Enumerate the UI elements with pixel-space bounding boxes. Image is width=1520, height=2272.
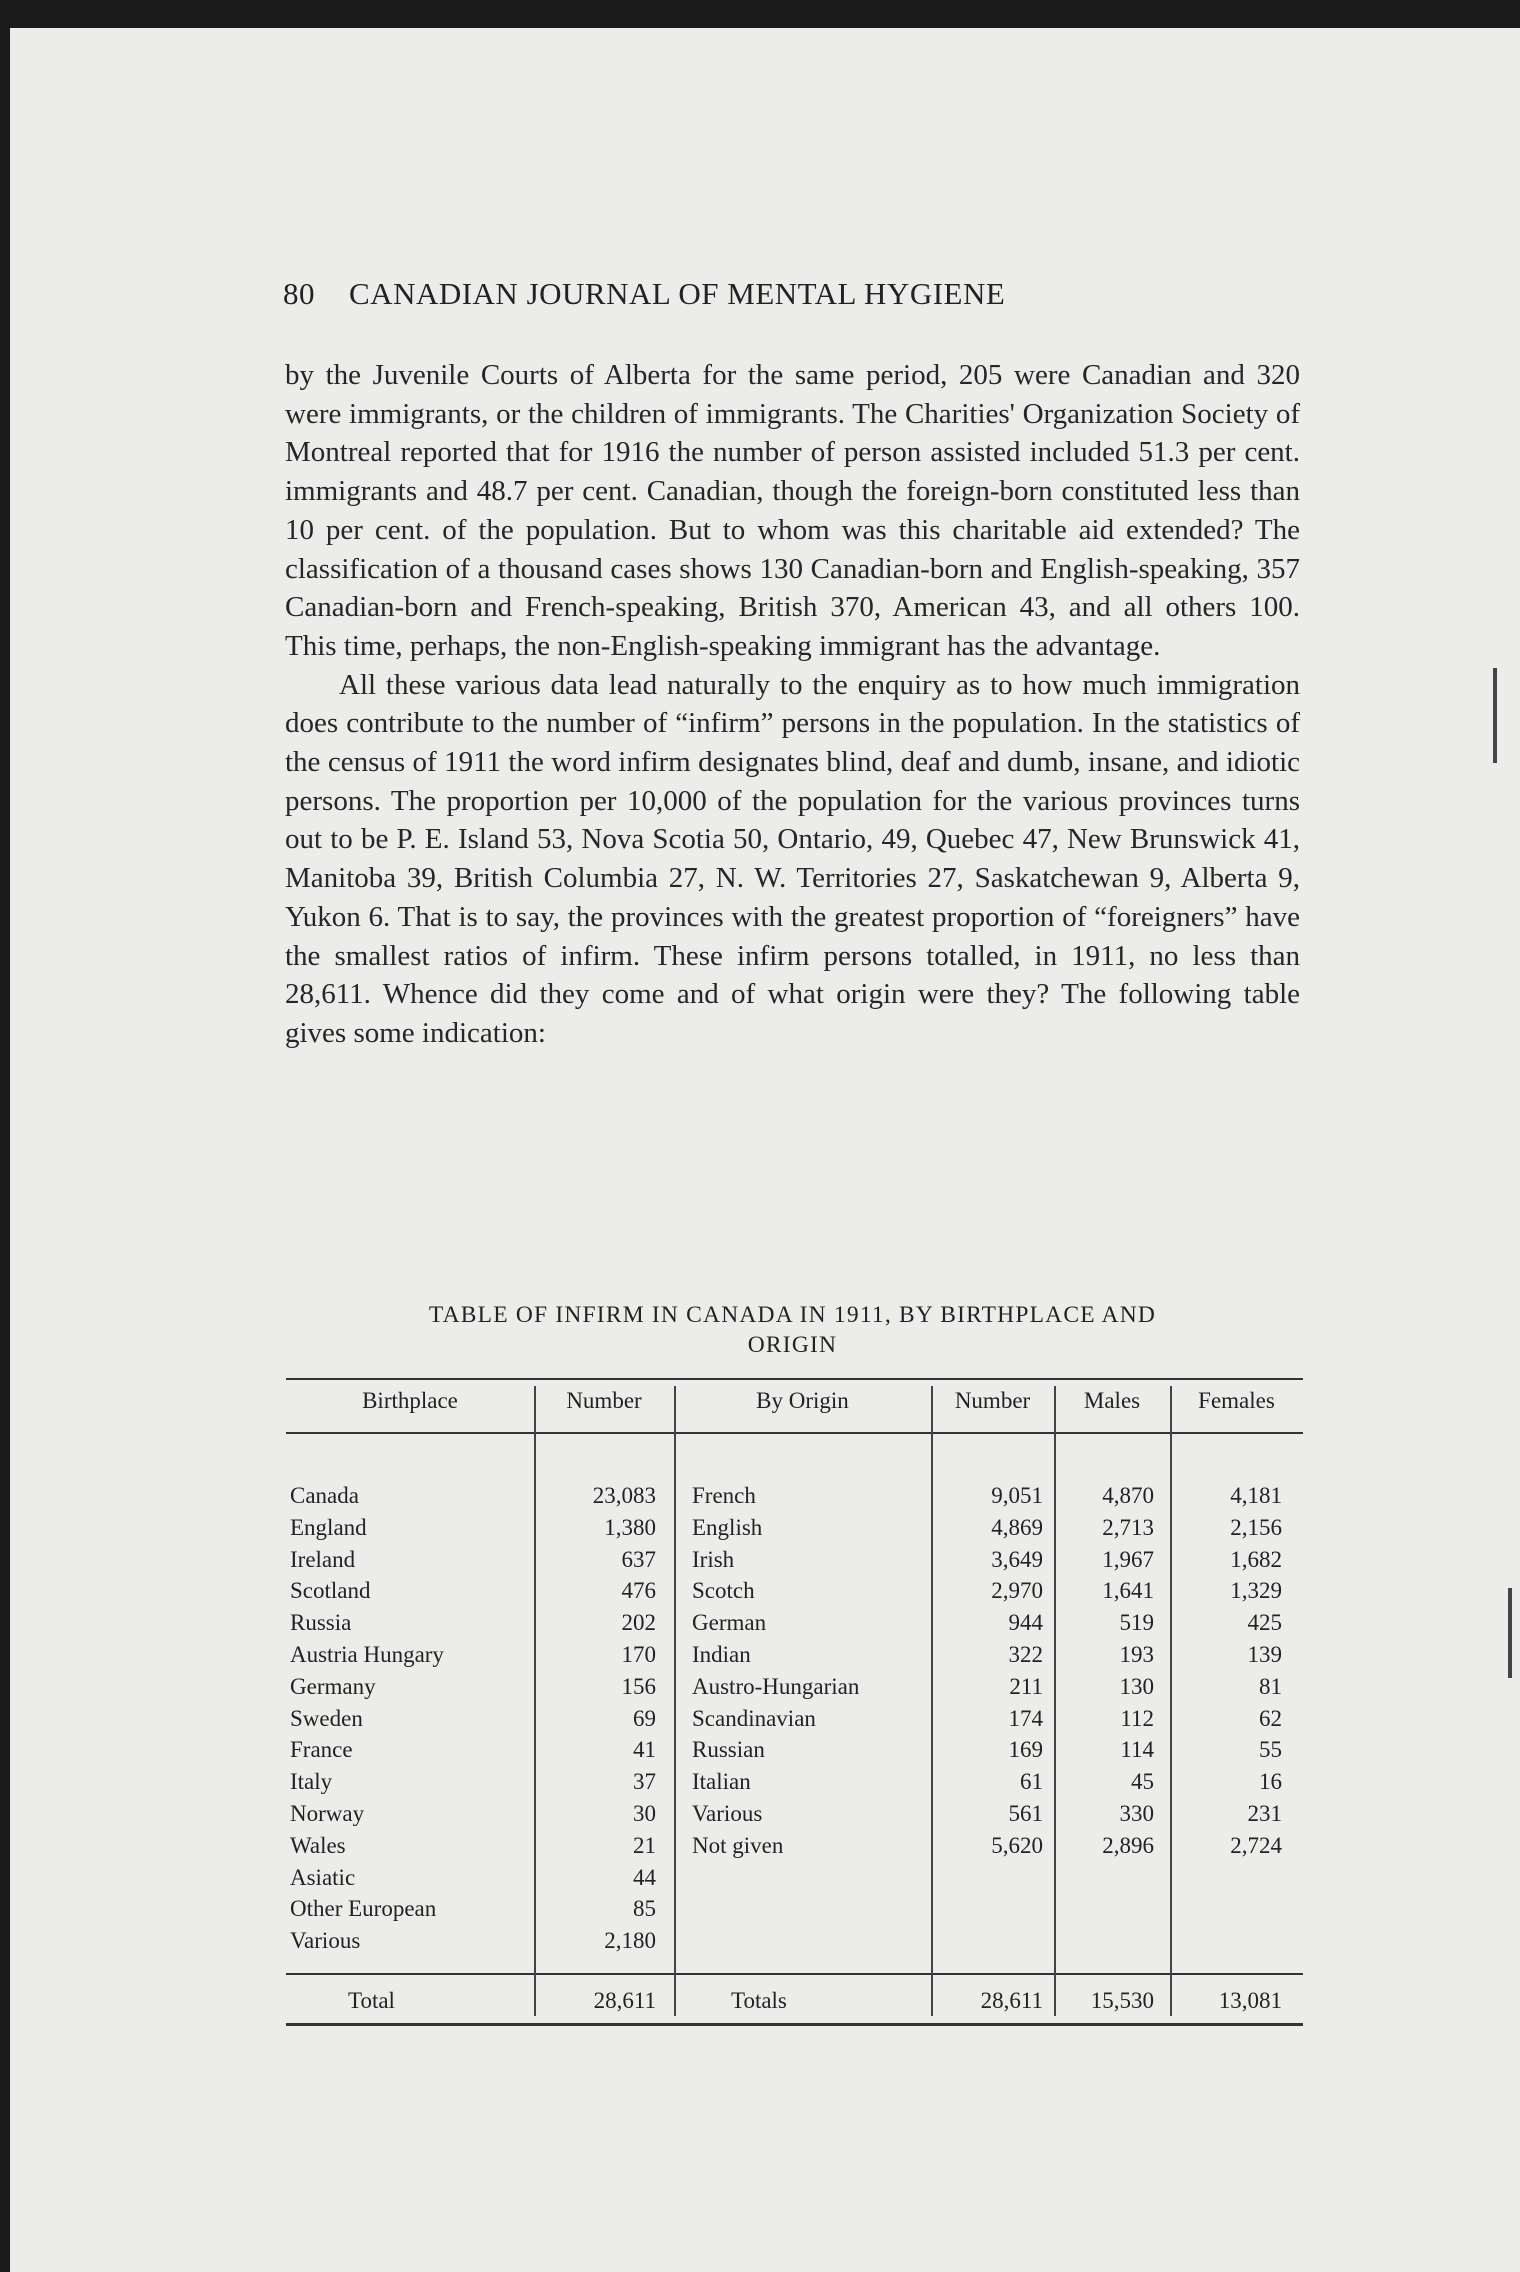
scanned-page (10, 28, 1520, 2272)
origin-number: 9,051 (991, 1483, 1043, 1508)
origin-name: Not given (692, 1832, 784, 1858)
header-number-origin: Number (954, 1388, 1031, 1413)
origin-number: 61 (1020, 1769, 1043, 1795)
birthplace-name: France (290, 1737, 353, 1763)
origin-number: 174 (1008, 1705, 1043, 1731)
birthplace-number: 21 (633, 1832, 656, 1858)
birthplace-name: Italy (290, 1769, 333, 1795)
header-by-origin: By Origin (756, 1388, 849, 1413)
origin-number: 561 (1008, 1801, 1043, 1826)
origin-males: 1,641 (1102, 1578, 1154, 1604)
origin-males: 519 (1119, 1610, 1154, 1636)
origin-females: 2,156 (1230, 1514, 1282, 1540)
page-number: 80 (283, 276, 315, 311)
birthplace-number: 85 (633, 1896, 656, 1922)
origin-females: 425 (1247, 1610, 1282, 1636)
totals-females: 13,081 (1218, 1988, 1282, 2013)
origin-number: 5,620 (991, 1832, 1043, 1858)
birthplace-name: Scotland (290, 1578, 371, 1604)
birthplace-number: 2,180 (604, 1928, 656, 1954)
column-divider (674, 1386, 676, 2016)
header-number: Number (566, 1388, 642, 1413)
origin-name: Scandinavian (692, 1705, 816, 1731)
header-birthplace: Birthplace (362, 1388, 458, 1413)
birthplace-name: Austria Hungary (290, 1642, 444, 1667)
birthplace-number: 30 (633, 1801, 656, 1826)
origin-males: 193 (1119, 1642, 1154, 1667)
header-bottom-rule (286, 1432, 1303, 1434)
total-number: 28,611 (593, 1988, 656, 2013)
origin-males: 130 (1119, 1673, 1154, 1699)
origin-number: 211 (1009, 1673, 1043, 1699)
origin-number: 169 (1008, 1737, 1043, 1763)
origin-females: 231 (1247, 1801, 1282, 1826)
origin-males: 112 (1120, 1705, 1154, 1731)
origin-name: Indian (692, 1642, 751, 1667)
table-caption (285, 1300, 1300, 1360)
birthplace-name: England (290, 1514, 367, 1540)
totals-number: 28,611 (980, 1988, 1043, 2013)
origin-number: 322 (1008, 1642, 1043, 1667)
birthplace-number: 69 (633, 1705, 656, 1731)
birthplace-number: 1,380 (604, 1514, 656, 1540)
birthplace-number: 41 (633, 1737, 656, 1763)
table-caption-line: ORIGIN (747, 1332, 838, 1358)
birthplace-number: 23,083 (592, 1483, 656, 1508)
birthplace-number: 44 (633, 1864, 656, 1890)
origin-males: 45 (1131, 1769, 1154, 1795)
origin-name: Italian (692, 1769, 751, 1795)
totals-males: 15,530 (1090, 1988, 1154, 2013)
birthplace-name: Sweden (290, 1705, 363, 1731)
table-bottom-rule (286, 2023, 1303, 2026)
origin-number: 3,649 (991, 1546, 1043, 1572)
column-divider (1054, 1386, 1056, 2016)
table-caption-line: TABLE OF INFIRM IN CANADA IN 1911, BY BIRTHPLACE AND (428, 1302, 1157, 1328)
column-divider (1170, 1386, 1172, 2016)
header-males: Males (1083, 1388, 1141, 1413)
birthplace-name: Ireland (290, 1546, 356, 1572)
origin-females: 55 (1259, 1737, 1282, 1763)
origin-males: 330 (1119, 1801, 1154, 1826)
birthplace-number: 156 (621, 1673, 656, 1699)
origin-name: French (692, 1483, 756, 1508)
birthplace-name: Asiatic (290, 1864, 356, 1890)
origin-females: 139 (1247, 1642, 1282, 1667)
origin-males: 2,896 (1102, 1832, 1154, 1858)
origin-name: Russian (692, 1737, 765, 1763)
origin-males: 114 (1120, 1737, 1154, 1763)
origin-number: 2,970 (991, 1578, 1043, 1604)
origin-males: 4,870 (1102, 1483, 1154, 1508)
table-top-rule (286, 1378, 1303, 1380)
header-females: Females (1198, 1388, 1275, 1413)
birthplace-number: 637 (621, 1546, 656, 1572)
origin-name: English (692, 1514, 763, 1540)
origin-number: 944 (1008, 1610, 1043, 1636)
origin-name: Austro-Hungarian (692, 1673, 860, 1699)
origin-males: 1,967 (1102, 1546, 1154, 1572)
origin-females: 81 (1259, 1673, 1282, 1699)
margin-binding-mark (1493, 668, 1497, 763)
origin-females: 62 (1259, 1705, 1282, 1731)
birthplace-name: Various (290, 1928, 361, 1954)
origin-name: Scotch (692, 1578, 755, 1604)
origin-name: German (692, 1610, 767, 1636)
birthplace-name: Russia (290, 1610, 352, 1636)
origin-females: 1,329 (1230, 1578, 1282, 1604)
origin-name: Irish (692, 1546, 735, 1572)
birthplace-number: 476 (621, 1578, 656, 1604)
journal-title: CANADIAN JOURNAL OF MENTAL HYGIENE (349, 276, 1006, 311)
origin-females: 16 (1259, 1769, 1282, 1795)
origin-females: 4,181 (1230, 1483, 1282, 1508)
origin-females: 2,724 (1230, 1832, 1282, 1858)
birthplace-number: 37 (633, 1769, 656, 1795)
body-text (285, 356, 1300, 1053)
totals-label: Totals (731, 1988, 787, 2013)
running-header (283, 276, 1005, 312)
total-label: Total (348, 1988, 395, 2013)
column-divider (931, 1386, 933, 2016)
birthplace-number: 170 (621, 1642, 656, 1667)
paragraph: by the Juvenile Courts of Alberta for the same period, 205 were Canadian and 320 were immigrants, or the children of immigrants. The Charities' Organization Society of Montreal reported that for 1916 the number of person assisted included 51.3 per cent. immigrants and 48.7 per cent. Canadian, though the foreign-born constituted less than 10 per cent. of the population. But to whom was this charitable aid extended? The classification of a thousand cases shows 130 Canadian-born and English-speaking, 357 Canadian-born and French-speaking, British 370, American 43, and all others 100. This time, perhaps, the non-English-speaking immigrant has the advantage. (285, 359, 1300, 662)
birthplace-number: 202 (621, 1610, 656, 1636)
origin-number: 4,869 (991, 1514, 1043, 1540)
birthplace-name: Canada (290, 1483, 359, 1508)
margin-binding-mark (1508, 1588, 1512, 1678)
birthplace-name: Norway (290, 1801, 365, 1826)
birthplace-name: Wales (290, 1832, 346, 1858)
paragraph: All these various data lead naturally to the enquiry as to how much immigration does contribute to the number of “infirm” persons in the population. In the statistics of the census of 1911 the word infirm designates blind, deaf and dumb, insane, and idiotic persons. The proportion per 10,000 of the population for the various provinces turns out to be P. E. Island 53, Nova Scotia 50, Ontario, 49, Quebec 47, New Brunswick 41, Manitoba 39, British Columbia 27, N. W. Territories 27, Saskatchewan 9, Alberta 9, Yukon 6. That is to say, the provinces with the greatest proportion of “foreigners” have the smallest ratios of infirm. These infirm persons totalled, in 1911, no less than 28,611. Whence did they come and of what origin were they? The following table gives some indication: (285, 668, 1300, 1049)
origin-name: Various (692, 1801, 763, 1826)
birthplace-name: Germany (290, 1673, 376, 1699)
birthplace-name: Other European (290, 1896, 437, 1922)
totals-top-rule (286, 1973, 1303, 1975)
origin-males: 2,713 (1102, 1514, 1154, 1540)
origin-females: 1,682 (1230, 1546, 1282, 1572)
